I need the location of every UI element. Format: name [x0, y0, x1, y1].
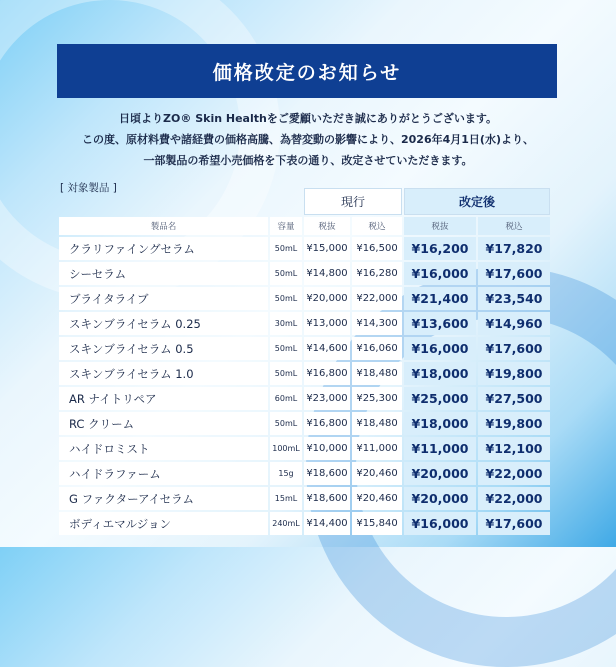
new-price-incl: ¥17,600: [478, 262, 550, 285]
current-price-incl: ¥25,300: [352, 387, 402, 410]
group-header-new: 改定後: [404, 188, 550, 215]
product-name: スキンブライセラム 0.5: [59, 337, 268, 360]
current-price-incl: ¥18,480: [352, 412, 402, 435]
new-price-incl: ¥17,820: [478, 237, 550, 260]
section-label: [ 対象製品 ]: [60, 182, 117, 194]
new-price-excl: ¥18,000: [404, 362, 476, 385]
current-price-incl: ¥16,060: [352, 337, 402, 360]
table-row: [59, 437, 550, 460]
new-price-incl: ¥17,600: [478, 512, 550, 535]
product-name: ハイドラファーム: [59, 462, 268, 485]
product-name: AR ナイトリペア: [59, 387, 268, 410]
table-row: [59, 512, 550, 535]
column-header-current-incl: 税込: [352, 217, 402, 235]
product-volume: 240mL: [270, 512, 302, 535]
product-volume: 50mL: [270, 412, 302, 435]
new-price-excl: ¥18,000: [404, 412, 476, 435]
product-volume: 50mL: [270, 337, 302, 360]
current-price-incl: ¥15,840: [352, 512, 402, 535]
table-row: [59, 337, 550, 360]
new-price-incl: ¥22,000: [478, 462, 550, 485]
current-price-incl: ¥18,480: [352, 362, 402, 385]
new-price-incl: ¥12,100: [478, 437, 550, 460]
product-name: ハイドロミスト: [59, 437, 268, 460]
new-price-excl: ¥16,000: [404, 512, 476, 535]
product-volume: 50mL: [270, 287, 302, 310]
new-price-incl: ¥23,540: [478, 287, 550, 310]
table-row: [59, 487, 550, 510]
product-volume: 50mL: [270, 262, 302, 285]
product-volume: 30mL: [270, 312, 302, 335]
group-header-current: 現行: [304, 188, 402, 215]
intro-line: 一部製品の希望小売価格を下表の通り、改定させていただきます。: [143, 154, 473, 167]
current-price-incl: ¥20,460: [352, 487, 402, 510]
product-volume: 50mL: [270, 237, 302, 260]
current-price-incl: ¥16,500: [352, 237, 402, 260]
current-price-excl: ¥14,600: [304, 337, 350, 360]
current-price-excl: ¥18,600: [304, 487, 350, 510]
current-price-excl: ¥14,800: [304, 262, 350, 285]
current-price-excl: ¥20,000: [304, 287, 350, 310]
table-row: [59, 362, 550, 385]
product-volume: 15mL: [270, 487, 302, 510]
table-row: [59, 237, 550, 260]
intro-line: 日頃よりZO® Skin Healthをご愛顧いただき誠にありがとうございます。: [119, 112, 497, 125]
column-header-current-excl: 税抜: [304, 217, 350, 235]
product-volume: 60mL: [270, 387, 302, 410]
table-row: [59, 287, 550, 310]
new-price-excl: ¥20,000: [404, 462, 476, 485]
column-header-name: 製品名: [59, 217, 268, 235]
title-banner: [57, 44, 557, 98]
current-price-incl: ¥20,460: [352, 462, 402, 485]
new-price-excl: ¥20,000: [404, 487, 476, 510]
current-price-excl: ¥16,800: [304, 362, 350, 385]
new-price-incl: ¥27,500: [478, 387, 550, 410]
intro-text: [0, 108, 616, 171]
new-price-excl: ¥21,400: [404, 287, 476, 310]
product-volume: 100mL: [270, 437, 302, 460]
table-row: [59, 387, 550, 410]
price-table: [57, 186, 552, 537]
new-price-incl: ¥14,960: [478, 312, 550, 335]
product-name: ボディエマルジョン: [59, 512, 268, 535]
product-name: クラリファイングセラム: [59, 237, 268, 260]
new-price-excl: ¥16,000: [404, 337, 476, 360]
current-price-excl: ¥14,400: [304, 512, 350, 535]
column-header-row: [59, 217, 550, 235]
current-price-excl: ¥16,800: [304, 412, 350, 435]
current-price-incl: ¥22,000: [352, 287, 402, 310]
current-price-excl: ¥23,000: [304, 387, 350, 410]
column-header-volume: 容量: [270, 217, 302, 235]
new-price-incl: ¥19,800: [478, 362, 550, 385]
current-price-excl: ¥15,000: [304, 237, 350, 260]
new-price-incl: ¥19,800: [478, 412, 550, 435]
product-volume: 50mL: [270, 362, 302, 385]
group-header-row: [59, 188, 550, 215]
new-price-excl: ¥16,200: [404, 237, 476, 260]
table-row: [59, 412, 550, 435]
new-price-incl: ¥17,600: [478, 337, 550, 360]
current-price-incl: ¥14,300: [352, 312, 402, 335]
column-header-new-excl: 税抜: [404, 217, 476, 235]
new-price-excl: ¥13,600: [404, 312, 476, 335]
new-price-excl: ¥11,000: [404, 437, 476, 460]
table-row: [59, 462, 550, 485]
current-price-incl: ¥11,000: [352, 437, 402, 460]
current-price-incl: ¥16,280: [352, 262, 402, 285]
column-header-new-incl: 税込: [478, 217, 550, 235]
table-row: [59, 262, 550, 285]
product-name: スキンブライセラム 0.25: [59, 312, 268, 335]
product-name: スキンブライセラム 1.0: [59, 362, 268, 385]
product-name: RC クリーム: [59, 412, 268, 435]
page-title: 価格改定のお知らせ: [212, 61, 402, 84]
header-spacer: [59, 188, 302, 215]
intro-line: この度、原材料費や諸経費の価格高騰、為替変動の影響により、2026年4月1日(水)より、: [82, 133, 534, 146]
product-name: ブライタライブ: [59, 287, 268, 310]
current-price-excl: ¥18,600: [304, 462, 350, 485]
new-price-incl: ¥22,000: [478, 487, 550, 510]
product-name: シーセラム: [59, 262, 268, 285]
current-price-excl: ¥10,000: [304, 437, 350, 460]
current-price-excl: ¥13,000: [304, 312, 350, 335]
table-row: [59, 312, 550, 335]
product-name: G ファクターアイセラム: [59, 487, 268, 510]
new-price-excl: ¥16,000: [404, 262, 476, 285]
product-volume: 15g: [270, 462, 302, 485]
new-price-excl: ¥25,000: [404, 387, 476, 410]
